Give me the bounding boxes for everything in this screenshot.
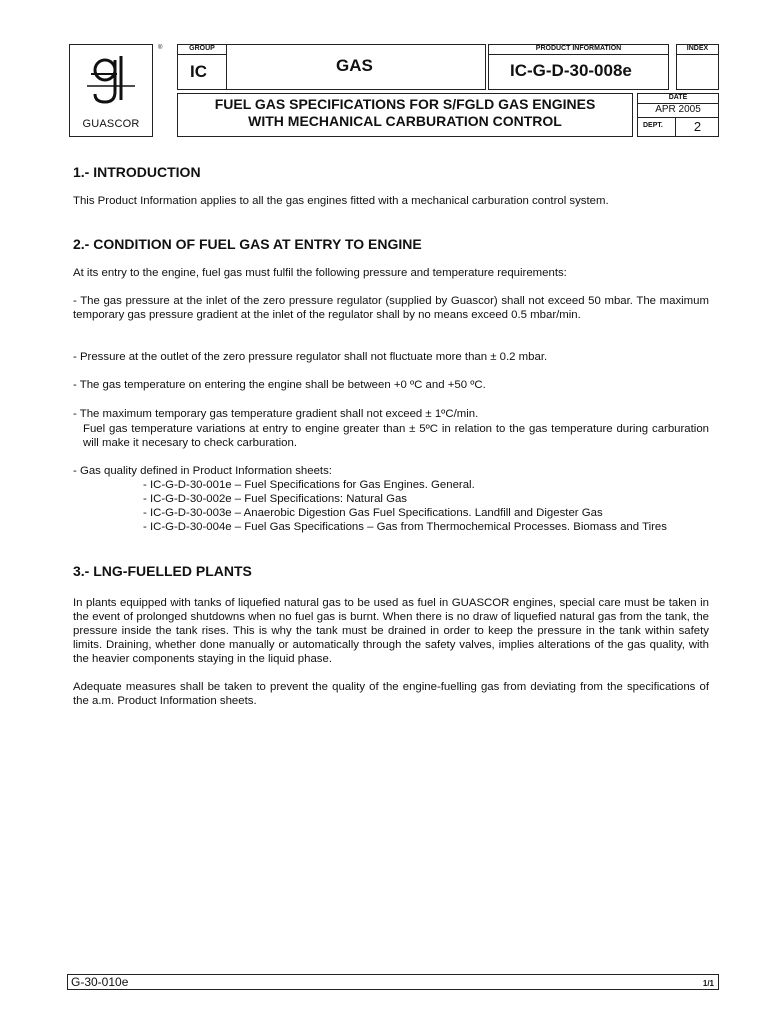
dept-caption: DEPT.	[643, 122, 663, 129]
date-caption: DATE	[637, 93, 719, 104]
group-caption: GROUP	[177, 44, 227, 55]
title-line-2: WITH MECHANICAL CARBURATION CONTROL	[248, 113, 562, 129]
section-2-temp-gradient: - The maximum temporary gas temperature gradient shall not exceed ± 1ºC/min.	[73, 408, 479, 420]
section-2-intro: At its entry to the engine, fuel gas must fulfil the following pressure and temperature requirements:	[73, 267, 567, 279]
reference-item: - IC-G-D-30-003e – Anaerobic Digestion Gas Fuel Specifications. Landfill and Digester Gas	[143, 507, 603, 519]
footer-form-code: G-30-010e	[71, 975, 129, 989]
group-value: IC	[190, 62, 207, 81]
section-2-heading: 2.- CONDITION OF FUEL GAS AT ENTRY TO ENGINE	[73, 236, 422, 252]
section-3-paragraph-2: Adequate measures shall be taken to prevent the quality of the engine-fuelling gas from deviating from the specifications of the a.m. Product Information sheets.	[73, 681, 709, 707]
product-info-value: IC-G-D-30-008e	[510, 61, 632, 80]
section-2-temperature: - The gas temperature on entering the engine shall be between +0 ºC and +50 ºC.	[73, 379, 486, 391]
page-number: 1/1	[702, 979, 714, 988]
product-info-caption: PRODUCT INFORMATION	[488, 44, 669, 55]
reference-item: - IC-G-D-30-002e – Fuel Specifications: Natural Gas	[143, 493, 407, 505]
index-caption: INDEX	[676, 44, 719, 55]
registered-mark: ®	[158, 45, 163, 51]
document-title	[177, 93, 633, 137]
section-1-heading: 1.- INTRODUCTION	[73, 164, 201, 180]
category-value: GAS	[336, 56, 373, 75]
title-line-1: FUEL GAS SPECIFICATIONS FOR S/FGLD GAS ENGINES	[214, 96, 596, 112]
section-3-paragraph-1: In plants equipped with tanks of liquefied natural gas to be used as fuel in GUASCOR engines, special care must be taken in the event of prolonged shutdowns when no fuel gas is burnt. When there is no draw of liquefied natural gas from the tank, the pressure inside the tank rises. This is why the tank must be drained in order to keep the pressure in the tank within safety limits. Draining, whether done manually or automatically through the safety valves, implies alterations of the gas quality, with the heavier components staying in the liquid phase.	[73, 597, 709, 665]
date-value: APR 2005	[637, 104, 719, 118]
reference-item: - IC-G-D-30-001e – Fuel Specifications for Gas Engines. General.	[143, 479, 475, 491]
section-2-pressure-inlet: - The gas pressure at the inlet of the zero pressure regulator (supplied by Guascor) shall not exceed 50 mbar. The maximum temporary gas pressure gradient at the inlet of the regulator shall by no means exceed 0.5 mbar/min.	[73, 295, 709, 321]
section-2-pressure-outlet: - Pressure at the outlet of the zero pressure regulator shall not fluctuate more than ± 0.2 mbar.	[73, 351, 548, 363]
guascor-logo-mark	[87, 52, 137, 112]
dept-value: 2	[693, 119, 702, 134]
section-2-gas-quality	[73, 464, 768, 534]
gas-quality-intro: - Gas quality defined in Product Information sheets:	[73, 465, 332, 477]
section-2-temp-variation: Fuel gas temperature variations at entry to engine greater than ± 5ºC in relation to the gas temperature during carburation will make it necesary to check carburation.	[83, 423, 709, 449]
footer-bar	[67, 974, 719, 990]
section-3-heading: 3.- LNG-FUELLED PLANTS	[73, 563, 252, 579]
reference-item: - IC-G-D-30-004e – Fuel Gas Specifications – Gas from Thermochemical Processes. Biomass and Tires	[143, 521, 667, 533]
section-1-paragraph: This Product Information applies to all the gas engines fitted with a mechanical carburation control system.	[73, 195, 609, 207]
brand-name: GUASCOR	[82, 118, 140, 130]
